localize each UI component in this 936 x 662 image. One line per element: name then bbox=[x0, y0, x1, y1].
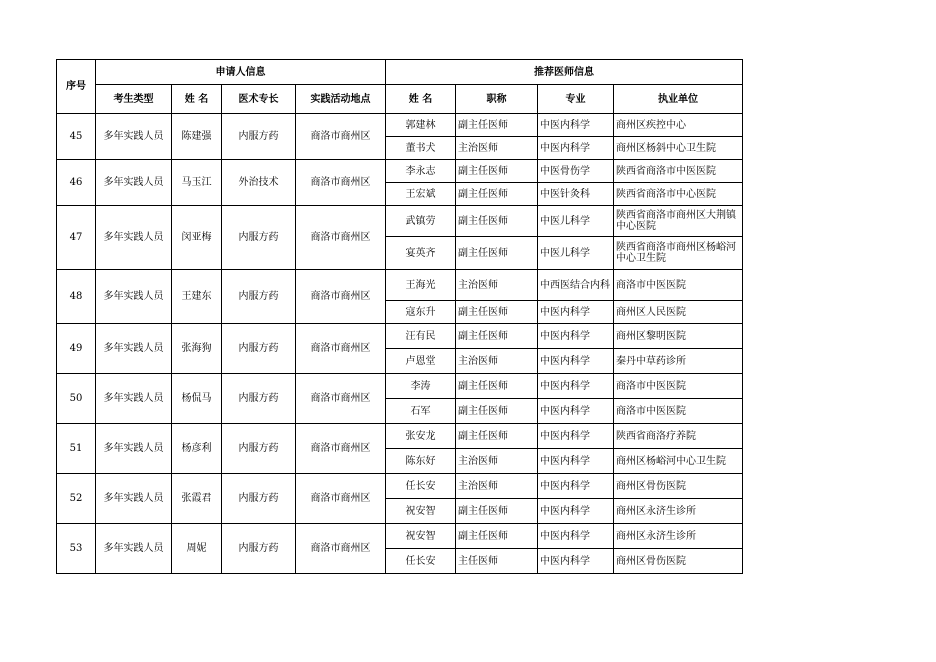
doctor-name: 董书犬 bbox=[386, 137, 456, 160]
table-row bbox=[57, 206, 743, 237]
header-doctor-title: 职称 bbox=[456, 85, 538, 114]
doctor-unit: 商州区永济生诊所 bbox=[614, 499, 743, 524]
doctor-title: 副主任医师 bbox=[456, 524, 538, 549]
record-practice-place: 商洛市商州区 bbox=[296, 114, 386, 160]
doctor-title: 副主任医师 bbox=[456, 324, 538, 349]
record-applicant-name: 张霞君 bbox=[172, 474, 222, 524]
doctor-major: 中医内科学 bbox=[538, 549, 614, 574]
record-specialty: 内服方药 bbox=[222, 374, 296, 424]
doctor-unit: 商洛市中医医院 bbox=[614, 399, 743, 424]
table-row bbox=[57, 270, 743, 301]
record-seq: 45 bbox=[57, 114, 96, 160]
doctor-major: 中医内科学 bbox=[538, 524, 614, 549]
doctor-title: 主治医师 bbox=[456, 449, 538, 474]
record-specialty: 内服方药 bbox=[222, 270, 296, 324]
doctor-title: 副主任医师 bbox=[456, 114, 538, 137]
doctor-name: 宴英齐 bbox=[386, 237, 456, 270]
doctor-major: 中医内科学 bbox=[538, 499, 614, 524]
doctor-unit: 陕西省商洛市中心医院 bbox=[614, 183, 743, 206]
record-seq: 48 bbox=[57, 270, 96, 324]
record-practice-place: 商洛市商州区 bbox=[296, 160, 386, 206]
record-specialty: 内服方药 bbox=[222, 424, 296, 474]
table-row bbox=[57, 474, 743, 499]
doctor-unit: 商州区骨伤医院 bbox=[614, 549, 743, 574]
doctor-major: 中医内科学 bbox=[538, 301, 614, 324]
doctor-name: 任长安 bbox=[386, 549, 456, 574]
record-seq: 47 bbox=[57, 206, 96, 270]
doctor-name: 石军 bbox=[386, 399, 456, 424]
doctor-title: 副主任医师 bbox=[456, 206, 538, 237]
record-seq: 51 bbox=[57, 424, 96, 474]
record-specialty: 外治技术 bbox=[222, 160, 296, 206]
doctor-major: 中医内科学 bbox=[538, 349, 614, 374]
record-practice-place: 商洛市商州区 bbox=[296, 270, 386, 324]
header-row-columns bbox=[57, 85, 743, 114]
record-exam-type: 多年实践人员 bbox=[96, 474, 172, 524]
header-doctor-unit: 执业单位 bbox=[614, 85, 743, 114]
doctor-unit: 商州区杨峪河中心卫生院 bbox=[614, 449, 743, 474]
record-seq: 49 bbox=[57, 324, 96, 374]
header-doctor-major: 专业 bbox=[538, 85, 614, 114]
doctor-major: 中医内科学 bbox=[538, 449, 614, 474]
record-exam-type: 多年实践人员 bbox=[96, 424, 172, 474]
record-applicant-name: 杨侃马 bbox=[172, 374, 222, 424]
header-doctor-info: 推荐医师信息 bbox=[386, 60, 743, 85]
header-row-group bbox=[57, 60, 743, 85]
record-seq: 46 bbox=[57, 160, 96, 206]
record-exam-type: 多年实践人员 bbox=[96, 524, 172, 574]
doctor-major: 中医内科学 bbox=[538, 114, 614, 137]
doctor-title: 副主任医师 bbox=[456, 237, 538, 270]
doctor-major: 中医内科学 bbox=[538, 474, 614, 499]
record-specialty: 内服方药 bbox=[222, 474, 296, 524]
doctor-name: 武镇劳 bbox=[386, 206, 456, 237]
table-row bbox=[57, 114, 743, 137]
record-practice-place: 商洛市商州区 bbox=[296, 206, 386, 270]
table-row bbox=[57, 374, 743, 399]
record-exam-type: 多年实践人员 bbox=[96, 160, 172, 206]
doctor-major: 中西医结合内科 bbox=[538, 270, 614, 301]
doctor-title: 副主任医师 bbox=[456, 399, 538, 424]
doctor-name: 王宏斌 bbox=[386, 183, 456, 206]
doctor-name: 张安龙 bbox=[386, 424, 456, 449]
doctor-name: 卢恩堂 bbox=[386, 349, 456, 374]
doctor-title: 副主任医师 bbox=[456, 183, 538, 206]
record-seq: 50 bbox=[57, 374, 96, 424]
doctor-title: 主治医师 bbox=[456, 137, 538, 160]
record-practice-place: 商洛市商州区 bbox=[296, 324, 386, 374]
doctor-title: 主治医师 bbox=[456, 270, 538, 301]
record-practice-place: 商洛市商州区 bbox=[296, 524, 386, 574]
record-exam-type: 多年实践人员 bbox=[96, 324, 172, 374]
table-row bbox=[57, 160, 743, 183]
doctor-major: 中医内科学 bbox=[538, 137, 614, 160]
doctor-major: 中医内科学 bbox=[538, 424, 614, 449]
doctor-name: 李永志 bbox=[386, 160, 456, 183]
record-applicant-name: 杨彦利 bbox=[172, 424, 222, 474]
record-exam-type: 多年实践人员 bbox=[96, 114, 172, 160]
record-exam-type: 多年实践人员 bbox=[96, 270, 172, 324]
doctor-major: 中医内科学 bbox=[538, 374, 614, 399]
record-practice-place: 商洛市商州区 bbox=[296, 374, 386, 424]
doctor-unit: 陕西省商洛市商州区杨峪河中心卫生院 bbox=[614, 237, 743, 270]
record-applicant-name: 王建东 bbox=[172, 270, 222, 324]
record-specialty: 内服方药 bbox=[222, 524, 296, 574]
header-seq: 序号 bbox=[57, 60, 96, 114]
doctor-unit: 商州区黎明医院 bbox=[614, 324, 743, 349]
table-body bbox=[57, 60, 743, 574]
doctor-name: 汪有民 bbox=[386, 324, 456, 349]
record-seq: 53 bbox=[57, 524, 96, 574]
record-applicant-name: 张海狗 bbox=[172, 324, 222, 374]
doctor-unit: 商州区骨伤医院 bbox=[614, 474, 743, 499]
doctor-title: 副主任医师 bbox=[456, 301, 538, 324]
doctor-title: 主任医师 bbox=[456, 549, 538, 574]
doctor-title: 主治医师 bbox=[456, 474, 538, 499]
header-practice-place: 实践活动地点 bbox=[296, 85, 386, 114]
doctor-major: 中医儿科学 bbox=[538, 237, 614, 270]
doctor-name: 任长安 bbox=[386, 474, 456, 499]
doctor-title: 副主任医师 bbox=[456, 499, 538, 524]
doctor-title: 主治医师 bbox=[456, 349, 538, 374]
record-applicant-name: 陈建强 bbox=[172, 114, 222, 160]
record-specialty: 内服方药 bbox=[222, 206, 296, 270]
doctor-unit: 商州区人民医院 bbox=[614, 301, 743, 324]
doctor-title: 副主任医师 bbox=[456, 160, 538, 183]
doctor-unit: 商州区永济生诊所 bbox=[614, 524, 743, 549]
record-seq: 52 bbox=[57, 474, 96, 524]
record-exam-type: 多年实践人员 bbox=[96, 374, 172, 424]
recommendation-table bbox=[56, 59, 743, 574]
doctor-major: 中医儿科学 bbox=[538, 206, 614, 237]
record-specialty: 内服方药 bbox=[222, 114, 296, 160]
header-doctor-name: 姓 名 bbox=[386, 85, 456, 114]
header-exam-type: 考生类型 bbox=[96, 85, 172, 114]
record-applicant-name: 马玉江 bbox=[172, 160, 222, 206]
doctor-major: 中医内科学 bbox=[538, 324, 614, 349]
doctor-name: 祝安智 bbox=[386, 499, 456, 524]
table-row bbox=[57, 424, 743, 449]
doctor-major: 中医内科学 bbox=[538, 399, 614, 424]
doctor-title: 副主任医师 bbox=[456, 374, 538, 399]
header-specialty: 医术专长 bbox=[222, 85, 296, 114]
doctor-unit: 商洛市中医医院 bbox=[614, 270, 743, 301]
record-practice-place: 商洛市商州区 bbox=[296, 424, 386, 474]
doctor-unit: 陕西省商洛市中医医院 bbox=[614, 160, 743, 183]
doctor-major: 中医针灸科 bbox=[538, 183, 614, 206]
doctor-name: 李涛 bbox=[386, 374, 456, 399]
doctor-unit: 秦丹中草药诊所 bbox=[614, 349, 743, 374]
header-applicant-info: 申请人信息 bbox=[96, 60, 386, 85]
doctor-unit: 商洛市中医医院 bbox=[614, 374, 743, 399]
doctor-unit: 陕西省商洛市商州区大荆镇中心医院 bbox=[614, 206, 743, 237]
record-specialty: 内服方药 bbox=[222, 324, 296, 374]
record-exam-type: 多年实践人员 bbox=[96, 206, 172, 270]
doctor-unit: 陕西省商洛疗养院 bbox=[614, 424, 743, 449]
doctor-name: 寇东升 bbox=[386, 301, 456, 324]
doctor-name: 陈东好 bbox=[386, 449, 456, 474]
doctor-name: 祝安智 bbox=[386, 524, 456, 549]
table-row bbox=[57, 324, 743, 349]
record-applicant-name: 闵亚梅 bbox=[172, 206, 222, 270]
doctor-name: 郭建林 bbox=[386, 114, 456, 137]
table-row bbox=[57, 524, 743, 549]
doctor-title: 副主任医师 bbox=[456, 424, 538, 449]
record-practice-place: 商洛市商州区 bbox=[296, 474, 386, 524]
doctor-name: 王海光 bbox=[386, 270, 456, 301]
header-applicant-name: 姓 名 bbox=[172, 85, 222, 114]
doctor-major: 中医骨伤学 bbox=[538, 160, 614, 183]
record-applicant-name: 周妮 bbox=[172, 524, 222, 574]
doctor-unit: 商州区疾控中心 bbox=[614, 114, 743, 137]
doctor-unit: 商州区杨斜中心卫生院 bbox=[614, 137, 743, 160]
